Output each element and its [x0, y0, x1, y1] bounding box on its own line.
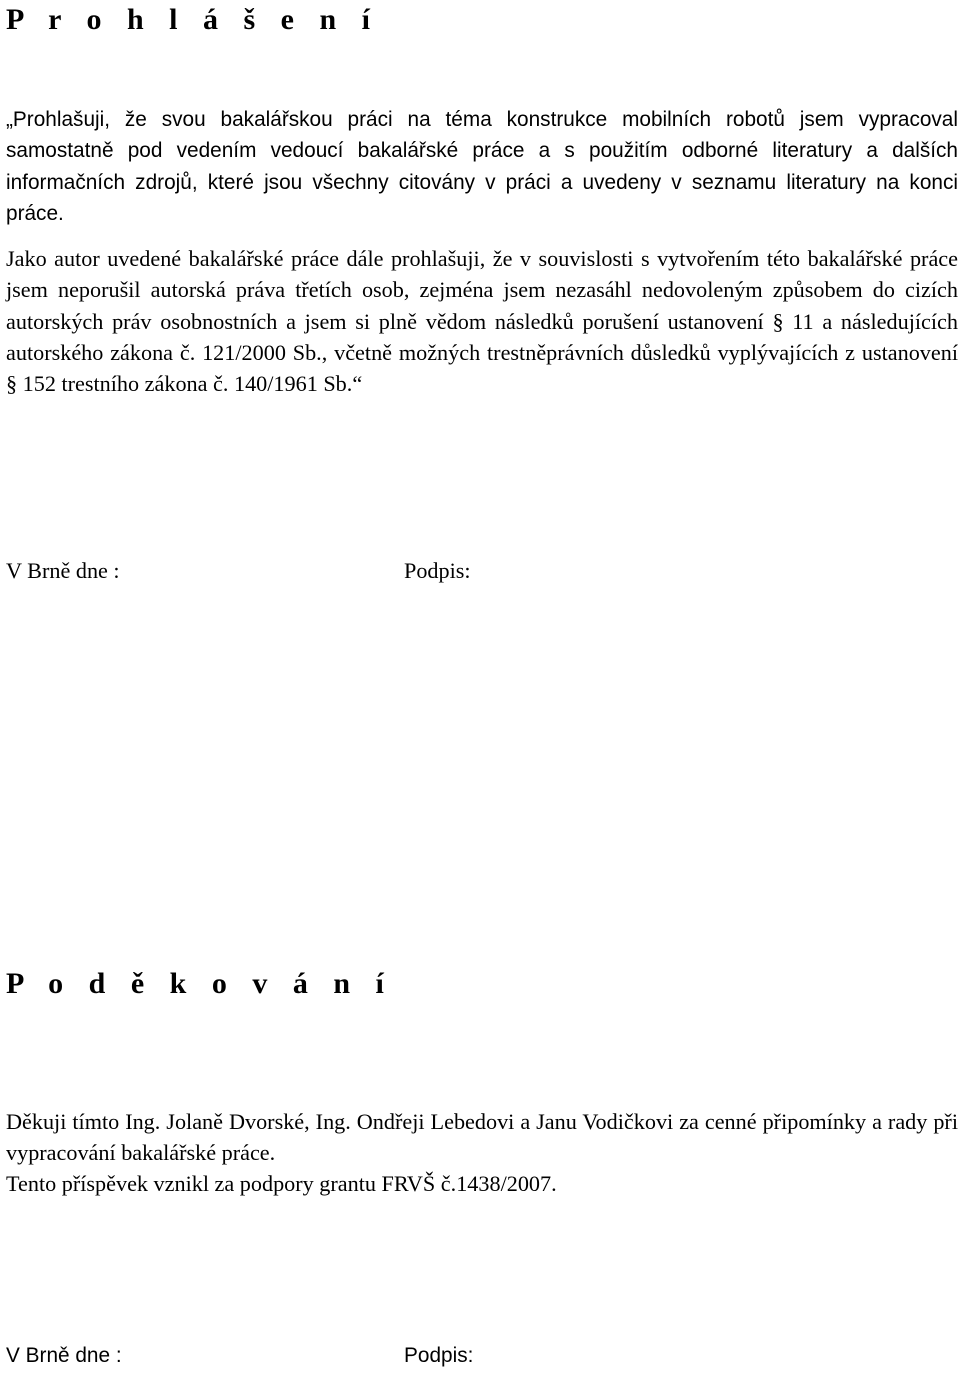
declaration-place-date-label: V Brně dne :	[6, 558, 120, 583]
acknowledgement-grant-text: Tento příspěvek vznikl za podpory grantu FRVŠ č.1438/2007.	[6, 1171, 557, 1196]
declaration-heading: P r o h l á š e n í	[6, 3, 379, 36]
acknowledgement-place-date-label: V Brně dne :	[6, 1344, 122, 1367]
declaration-paragraph-originality: „Prohlašuji, že svou bakalářskou práci na téma konstrukce mobilních robotů jsem vypracoval samostatně pod vedením vedoucí bakalářské práce a s použitím odborné literatury a dalších informačních zdrojů, které jsou všechny citovány v práci a uvedeny v seznamu literatury na konci práce.	[6, 108, 958, 225]
declaration-paragraph-copyright: Jako autor uvedené bakalářské práce dále prohlašuji, že v souvislosti s vytvořením této bakalářské práce jsem neporušil autorská práva třetích osob, zejména jsem nezasáhl nedovoleným způsobem do cizích autorských práv osobnostních a jsem si plně vědom následků porušení ustanovení § 11 a následujících autorského zákona č. 121/2000 Sb., včetně možných trestněprávních důsledků vyplývajících z ustanovení § 152 trestního zákona č. 140/1961 Sb.“	[6, 246, 958, 397]
declaration-signature-label: Podpis:	[404, 558, 471, 583]
acknowledgement-signature-label: Podpis:	[404, 1344, 474, 1367]
acknowledgement-thanks-text: Děkuji tímto Ing. Jolaně Dvorské, Ing. Ondřeji Lebedovi a Janu Vodičkovi za cenné připomínky a rady při vypracování bakalářské práce.	[6, 1109, 958, 1166]
acknowledgement-heading: P o d ě k o v á n í	[6, 967, 393, 1000]
